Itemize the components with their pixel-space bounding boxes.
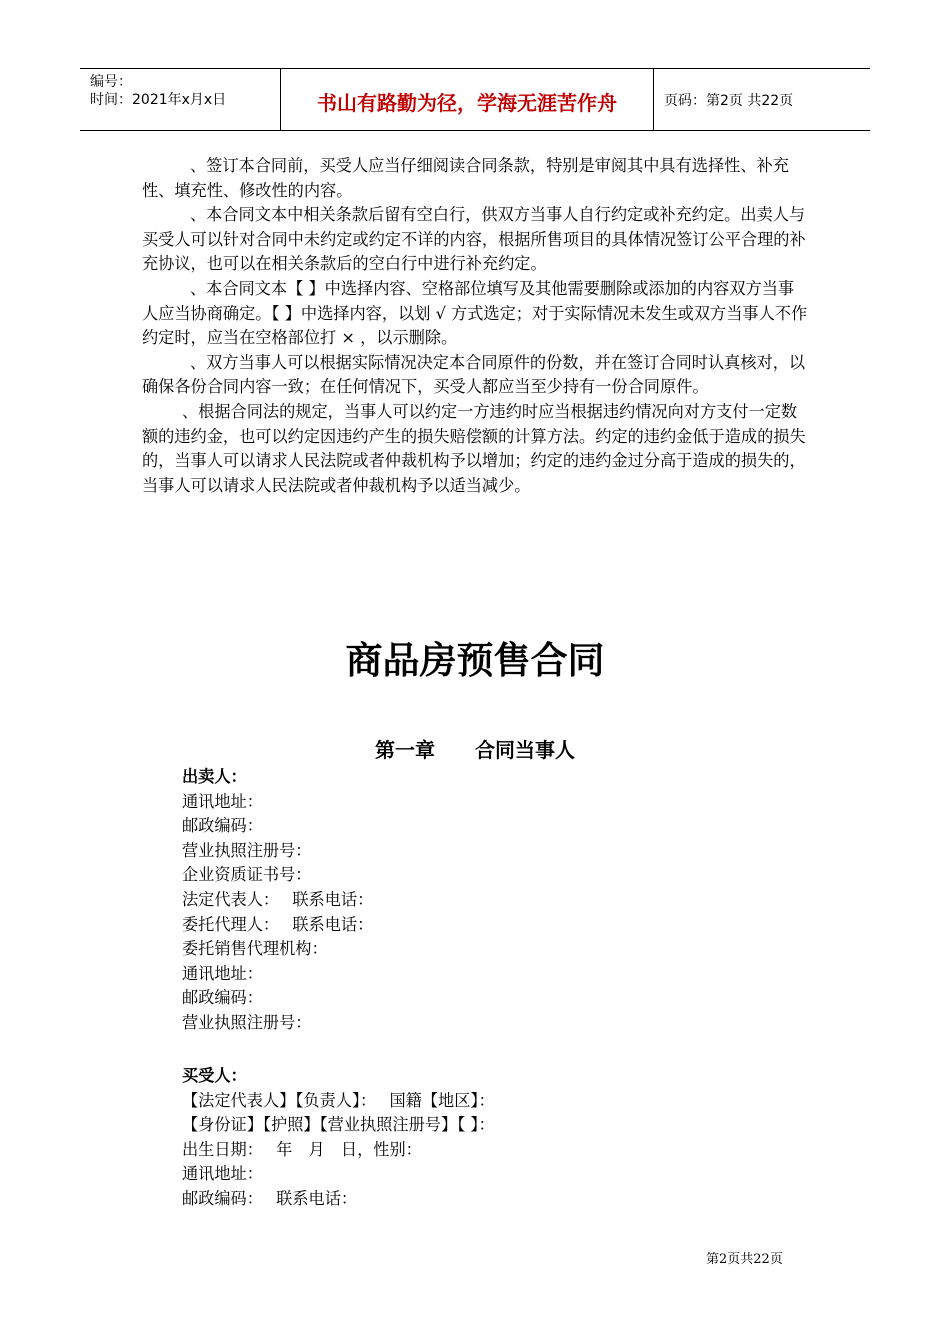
buyer-field: 邮政编码： 联系电话： — [182, 1188, 358, 1208]
seller-field: 法定代表人： 联系电话： — [182, 889, 374, 909]
instruction-paragraph: 、签订本合同前，买受人应当仔细阅读合同条款，特别是审阅其中具有选择性、补充性、填充性、修改性的内容。 — [142, 156, 789, 200]
header-page-cell — [654, 69, 870, 130]
seller-label: 出卖人： — [182, 767, 247, 786]
page-header — [80, 68, 870, 131]
seller-field: 通讯地址： — [182, 963, 263, 983]
buyer-field: 出生日期： 年 月 日，性别： — [182, 1139, 422, 1159]
instruction-paragraph: 、根据合同法的规定，当事人可以约定一方违约时应当根据违约情况向对方支付一定数额的违约金，也可以约定因违约产生的损失赔偿额的计算方法。约定的违约金低于造成的损失的，当事人可以请求人民法院或者仲裁机构予以增加；约定的违约金过分高于造成的损失的，当事人可以请求人民法院或者仲裁机构予以适当减少。 — [142, 401, 806, 495]
seller-field: 营业执照注册号： — [182, 1012, 312, 1032]
document-time-label: 时间：2021年x月x日 — [90, 92, 227, 108]
buyer-field: 【身份证】【护照】【营业执照注册号】【 】： — [182, 1115, 495, 1135]
buyer-field: 通讯地址： — [182, 1164, 263, 1184]
seller-field: 委托代理人： 联系电话： — [182, 914, 374, 934]
document-number-label: 编号： — [90, 74, 132, 90]
header-page-number: 页码：第2页 共22页 — [664, 93, 794, 109]
seller-field: 营业执照注册号： — [182, 840, 312, 860]
seller-field: 邮政编码： — [182, 988, 263, 1008]
seller-field: 邮政编码： — [182, 816, 263, 836]
instruction-paragraph: 、双方当事人可以根据实际情况决定本合同原件的份数，并在签订合同时认真核对，以确保各份合同内容一致；在任何情况下，买受人都应当至少持有一份合同原件。 — [142, 352, 806, 397]
header-motto: 书山有路勤为径，学海无涯苦作舟 — [317, 91, 617, 115]
seller-field: 通讯地址： — [182, 791, 263, 811]
instructions-section — [142, 154, 808, 498]
buyer-section — [182, 1064, 782, 1212]
seller-section — [182, 765, 782, 1036]
contract-title: 商品房预售合同 — [345, 639, 605, 682]
page-footer: 第2页共22页 — [706, 1252, 783, 1267]
seller-field: 委托销售代理机构： — [182, 939, 328, 959]
header-motto-cell — [281, 69, 654, 130]
instruction-paragraph: 、本合同文本【 】中选择内容、空格部位填写及其他需要删除或添加的内容双方当事人应当协商确定。【 】中选择内容，以划 √ 方式选定；对于实际情况未发生或双方当事人不作约定时，应当在空格部位打 × ，以示删除。 — [142, 278, 808, 348]
chapter-heading: 第一章 合同当事人 — [375, 738, 575, 762]
header-info-cell — [80, 69, 281, 130]
buyer-field: 【法定代表人】【负责人】： 国籍【地区】： — [182, 1090, 495, 1110]
instruction-paragraph: 、本合同文本中相关条款后留有空白行，供双方当事人自行约定或补充约定。出卖人与买受人可以针对合同中未约定或约定不详的内容，根据所售项目的具体情况签订公平合理的补充协议，也可以在相关条款后的空白行中进行补充约定。 — [142, 205, 806, 274]
buyer-label: 买受人： — [182, 1066, 247, 1085]
seller-field: 企业资质证书号： — [182, 865, 312, 885]
